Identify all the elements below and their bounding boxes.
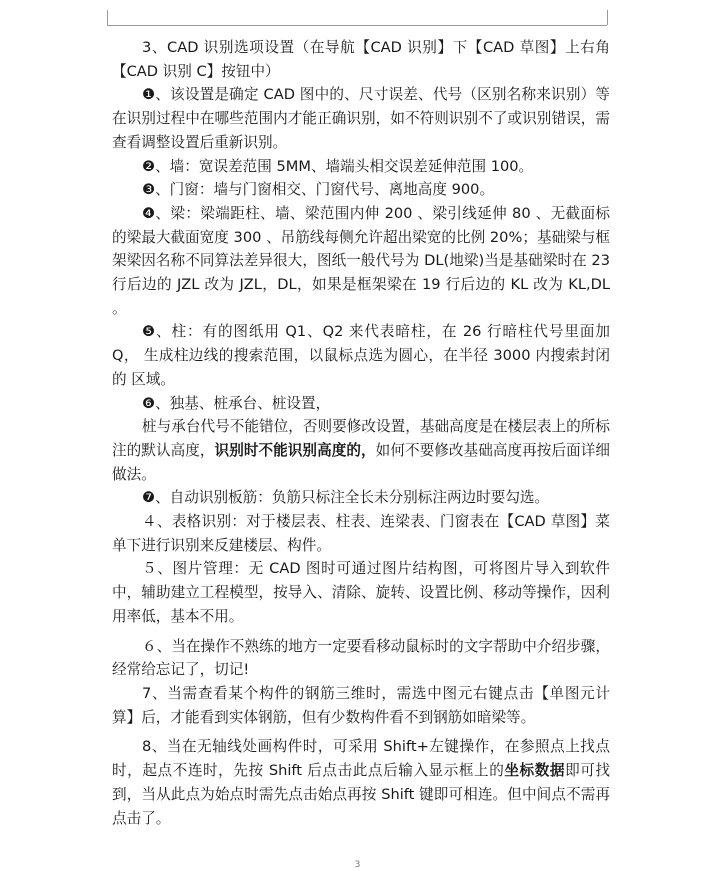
paragraph-rebar-3d: 7、当需查看某个构件的钢筋三维时，需选中图元右键点击【单图元计算】后，才能看到实体钢筋，但有少数构件看不到钢筋如暗梁等。	[112, 684, 610, 726]
paragraph-item-2-wall: ❷、墙：宽误差范围 5MM、墙端头相交误差延伸范围 100。	[142, 157, 534, 175]
shift-bold-coord: 坐标数据	[504, 762, 566, 780]
paragraph-cad-options: 3、CAD 识别选项设置（在导航【CAD 识别】下【CAD 草图】上右角【CAD 识别 C】按钮中）	[112, 39, 610, 80]
paragraph-image-management: ５、图片管理：无 CAD 图时可通过图片结构图，可将图片导入到软件中，辅助建立工程模型，按导入、清除、旋转、设置比例、移动等操作，因利用率低，基本不用。	[112, 560, 610, 625]
shift-text-a: 8、当在无轴线处画构件时，可采用 Shift+左键操作，在参照点上找点时，起点不连时，先按 Shift 后点击此点后输入显示框上的	[112, 738, 610, 780]
paragraph-shift-click	[112, 735, 610, 830]
header-rule	[107, 25, 607, 26]
paragraph-item-4-beam: ❹、梁：梁端距柱、墙、梁范围内伸 200 、梁引线延伸 80 、无截面标的梁最大截面宽度 300 、吊筋线每侧允许超出梁宽的比例 20%；基础梁与框架梁因名称不同算法差异很大，图纸一般代号为 DL(地梁)当是基础梁时在 23 行后边的 JZL 改为 JZL，DL，如果是框架梁在 19 行后边的 KL 改为 KL,DL 。	[112, 204, 610, 317]
pile-cap-bold-note: 识别时不能识别高度的，	[214, 441, 376, 459]
paragraph-item-3-door-window: ❸、门窗：墙与门窗相交、门窗代号、离地高度 900。	[142, 181, 495, 199]
paragraph-table-recognition: ４、表格识别：对于楼层表、柱表、连梁表、门窗表在【CAD 草图】菜单下进行识别来反建楼层、构件。	[112, 513, 610, 554]
shift-text-c: 即可找到，当从此点为始点时需先点击始点再按 Shift 键即可相连。但中间点不需再点击了。	[112, 762, 610, 827]
paragraph-item-7-slab-rebar: ❼、自动识别板筋：负筋只标注全长未分别标注两边时要勾选。	[142, 489, 550, 507]
pile-cap-text-a: 桩与承台代号不能错位，否则要修改设置，基础高度是在楼层表上的所标注的默认高度，	[112, 418, 610, 459]
paragraph-help-tip: ６、当在操作不熟练的地方一定要看移动鼠标时的文字帮助中介绍步骤，经常给忘记了，切记!	[112, 637, 610, 679]
paragraph-item-5-column: ❺、柱：有的图纸用 Q1、Q2 来代表暗柱，在 26 行暗柱代号里面加 Q， 生成柱边线的搜索范围，以鼠标点选为圆心，在半径 3000 内搜索封闭的 区域。	[112, 323, 610, 388]
page-number: 3	[354, 860, 361, 870]
document-body	[112, 36, 610, 830]
pile-cap-text-c: 如何不要修改基础高度再按后面详细做法。	[112, 441, 610, 483]
paragraph-item-1: ❶、该设置是确定 CAD 图中的、尺寸误差、代号（区别名称来识别）等在识别过程中在哪些范围内才能正确识别，如不符则识别不了或识别错误，需查看调整设置后重新识别。	[112, 86, 610, 151]
crop-mark-right	[607, 10, 608, 25]
crop-mark-left	[107, 10, 108, 25]
paragraph-pile-cap	[112, 415, 610, 486]
paragraph-item-6-foundation: ❻、独基、桩承台、桩设置，	[142, 394, 331, 412]
